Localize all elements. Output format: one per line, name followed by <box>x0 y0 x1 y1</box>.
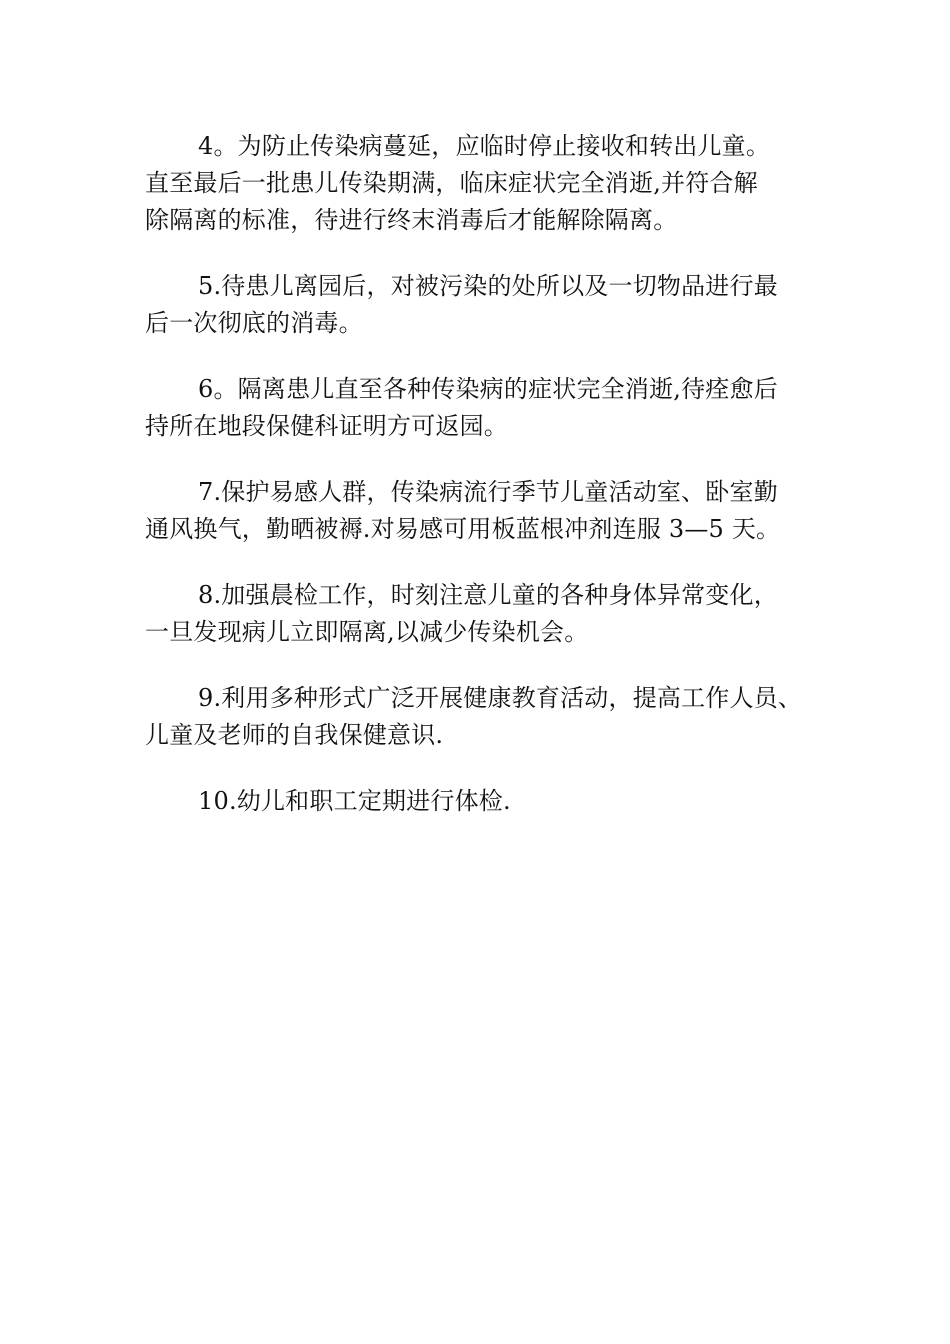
paragraph-line: 9.利用多种形式广泛开展健康教育活动，提高工作人员、 <box>198 684 803 712</box>
paragraph-line: 后一次彻底的消毒。 <box>145 309 363 337</box>
paragraph-line: 7.保护易感人群，传染病流行季节儿童活动室、卧室勤 <box>198 478 778 506</box>
document-body <box>145 128 825 849</box>
paragraph-item-10 <box>145 783 825 820</box>
paragraph-item-9 <box>145 680 825 754</box>
paragraph-line: 儿童及老师的自我保健意识. <box>145 721 444 749</box>
paragraph-line: 通风换气，勤晒被褥.对易感可用板蓝根冲剂连服 3—5 天。 <box>145 515 781 543</box>
paragraph-line: 除隔离的标准，待进行终末消毒后才能解除隔离。 <box>145 206 678 234</box>
paragraph-line: 6。隔离患儿直至各种传染病的症状完全消逝,待痊愈后 <box>198 375 778 403</box>
paragraph-item-8 <box>145 577 825 651</box>
paragraph-line: 一旦发现病儿立即隔离,以减少传染机会。 <box>145 618 589 646</box>
paragraph-item-6 <box>145 371 825 445</box>
paragraph-item-4 <box>145 128 825 239</box>
paragraph-line: 持所在地段保健科证明方可返园。 <box>145 412 508 440</box>
paragraph-line: 5.待患儿离园后，对被污染的处所以及一切物品进行最 <box>198 272 778 300</box>
paragraph-line: 4。为防止传染病蔓延，应临时停止接收和转出儿童。 <box>198 132 771 160</box>
paragraph-item-5 <box>145 268 825 342</box>
paragraph-item-7 <box>145 474 825 548</box>
paragraph-line: 直至最后一批患儿传染期满，临床症状完全消逝,并符合解 <box>145 169 758 197</box>
paragraph-line: 10.幼儿和职工定期进行体检. <box>198 787 511 815</box>
paragraph-line: 8.加强晨检工作，时刻注意儿童的各种身体异常变化， <box>198 581 778 609</box>
